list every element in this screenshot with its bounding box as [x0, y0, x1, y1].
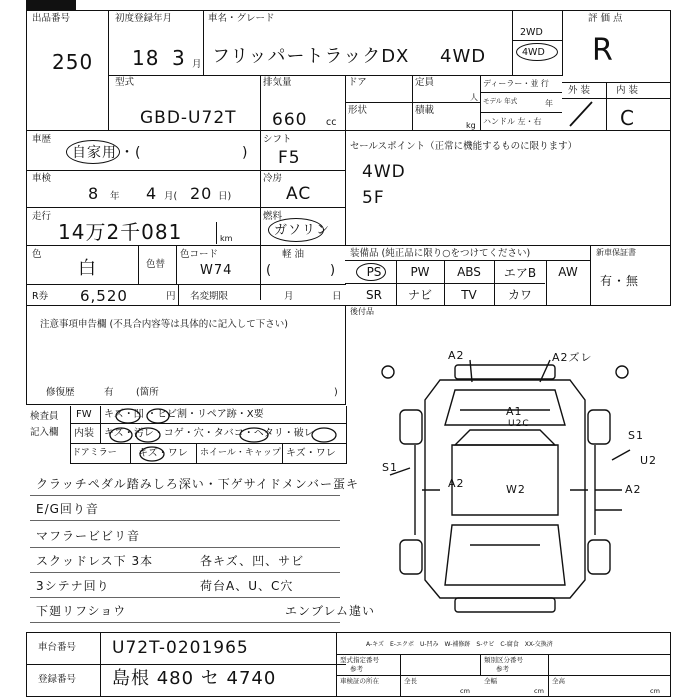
- mark-a2-right: A2: [625, 483, 642, 496]
- handwritten-note: E/G回り音: [36, 502, 99, 516]
- equipment-item: SR: [366, 287, 382, 302]
- load-label: 積載: [415, 105, 435, 116]
- repair-close: ): [334, 387, 338, 398]
- shape-label: 形状: [348, 105, 368, 116]
- repair-rest: (箇所: [136, 387, 159, 398]
- exterior-label: 外 装: [568, 85, 591, 96]
- handwritten-note: マフラービビリ音: [36, 529, 141, 543]
- check-interior-label: 内装: [74, 428, 94, 439]
- equipment-item: PW: [410, 265, 430, 279]
- fuel-label: 燃料: [263, 211, 283, 222]
- inspection-month-unit: 月(: [164, 191, 178, 202]
- sales-point-label: セールスポイント（正常に機能するものに限ります）: [350, 141, 578, 152]
- mini-row2d: 全高: [552, 677, 565, 685]
- first-reg-month-unit: 月: [192, 59, 202, 70]
- mini-sub-2: 参考: [496, 665, 509, 673]
- mileage-label: 走行: [32, 211, 52, 222]
- equipment-label: 装備品 (純正品に限り○をつけてください): [350, 248, 531, 259]
- check-mirror-b: ホイール・キャップ: [200, 448, 281, 458]
- usage-close: ): [242, 145, 249, 161]
- equipment-item: エアB: [503, 265, 537, 280]
- handwritten-note: 3シテナ回り: [36, 579, 110, 593]
- r-ticket-unit: 円: [166, 291, 176, 302]
- check-fw-items: キズ・凹 ・ヒビ割・リペア跡・X要: [104, 409, 264, 420]
- load-unit: kg: [466, 121, 476, 130]
- capacity-label: 定員: [415, 77, 435, 88]
- color-label: 色: [32, 249, 42, 260]
- check-marks-icon: [100, 406, 346, 464]
- inspection-year-unit: 年: [110, 191, 120, 202]
- type-label: 型式: [115, 77, 135, 88]
- notes-right-1: 各キズ、凹、サビ: [200, 554, 305, 568]
- after-market-label: 後付品: [350, 307, 374, 316]
- doors-label: ドア: [348, 77, 367, 88]
- mini-cm-3: cm: [650, 687, 660, 695]
- color-code: W74: [200, 263, 233, 278]
- grade-label: 評 価 点: [588, 13, 623, 24]
- displacement-value: 660: [272, 110, 308, 130]
- sales-point-line1: 4WD: [362, 162, 406, 182]
- r-ticket-label: R券: [32, 291, 49, 302]
- mileage-value: 14万2千081: [58, 220, 183, 244]
- deadline-day: 日: [332, 291, 342, 302]
- drive-4wd: 4WD: [522, 47, 545, 58]
- mini-sub-1: 参考: [350, 665, 363, 673]
- mark-a2-left: A2: [448, 477, 465, 490]
- usage-value: 自家用: [72, 145, 117, 161]
- mini-cm-2: cm: [534, 687, 544, 695]
- equipment-ps-circle: [356, 263, 386, 281]
- mini-row1b: 類別区分番号: [484, 656, 523, 664]
- check-mirror-c: キズ・ワレ: [286, 448, 336, 459]
- mark-s1-left: S1: [382, 461, 398, 474]
- lot-value: 250: [52, 50, 94, 74]
- kei-paren-open: (: [266, 263, 273, 278]
- model-year-unit: 年: [545, 99, 553, 108]
- mark-a1: A1: [506, 405, 523, 418]
- inspector-label: 検査員: [30, 411, 59, 422]
- chassis-label: 車台番号: [38, 642, 77, 653]
- model-value: フリッパートラックDX: [212, 46, 410, 67]
- handwritten-note: クラッチペダル踏みしろ深い・下ゲサイドメンバー蛋キ: [36, 477, 359, 491]
- model-label: 車名・グレード: [208, 13, 275, 24]
- drive-2wd: 2WD: [520, 27, 543, 38]
- repair-value: 有: [104, 387, 114, 398]
- notes-right-2: 荷台A、U、C穴: [200, 579, 294, 593]
- model-year-label: モデル 年式: [483, 97, 518, 105]
- notes-right-3: エンブレム違い: [285, 604, 376, 618]
- first-reg-month: 3: [172, 46, 186, 70]
- warranty-label: 新車保証書: [596, 248, 636, 257]
- equipment-item: ナビ: [407, 288, 432, 302]
- registration-deadline-label: 名変期限: [190, 291, 229, 302]
- mini-row1a: 型式指定番号: [340, 656, 379, 664]
- check-mirror-a: キズ・ワレ: [138, 448, 188, 459]
- first-reg-year: 18: [132, 46, 160, 70]
- registration-label: 登録番号: [38, 674, 77, 685]
- mark-top2: A2ズレ: [552, 351, 593, 364]
- equipment-item: カワ: [507, 288, 532, 302]
- color-value: 白: [78, 258, 97, 279]
- inspection-day-unit: 日): [218, 191, 232, 202]
- interior-label: 内 装: [616, 85, 639, 96]
- kei-label: 軽 油: [282, 249, 305, 260]
- mini-row2b: 全長: [404, 677, 417, 685]
- usage-label: 車歴: [32, 134, 52, 145]
- kei-paren-close: ): [330, 263, 337, 278]
- inspection-day: 20: [190, 184, 213, 203]
- mini-row2a: 車検証の所在: [340, 677, 379, 685]
- handle-label: ハンドル 左・右: [483, 117, 542, 126]
- inspection-month: 4: [146, 184, 158, 203]
- displacement-label: 排気量: [263, 77, 292, 88]
- ac-value: AC: [286, 184, 312, 204]
- mini-cm-1: cm: [460, 687, 470, 695]
- handwritten-note: スクッドレス下 3本: [36, 554, 154, 568]
- mark-s1-right: S1: [628, 429, 644, 442]
- equipment-item: ABS: [457, 265, 481, 279]
- warranty-value: 有・無: [600, 274, 640, 288]
- check-interior-items: キズ・汚レ・コゲ・穴・タバコ・ヘタリ・破レ: [104, 428, 314, 439]
- check-fw-label: FW: [76, 409, 92, 420]
- sales-point-line2: 5F: [362, 188, 385, 208]
- mark-top1: A2: [448, 349, 465, 362]
- mileage-unit: km: [220, 234, 233, 243]
- dealer-label: ディーラー・並 行: [483, 79, 549, 88]
- handwritten-note: 下廻リフショウ: [36, 604, 127, 618]
- registration-value: 島根 480 セ 4740: [112, 668, 277, 689]
- fuel-value: ガソリン: [274, 223, 331, 238]
- damage-legend: A-キズ E-エクボ U-凹み W-補修跡 S-サビ C-腐食 XX-交換済: [366, 641, 553, 648]
- capacity-unit: 人: [470, 93, 478, 102]
- mark-u2c: U2C: [508, 419, 530, 429]
- type-value: GBD-U72T: [140, 108, 237, 128]
- check-mirror-label: ドアミラー: [72, 448, 117, 458]
- first-reg-label: 初度登録年月: [115, 13, 173, 24]
- mark-w2: W2: [506, 483, 526, 496]
- equipment-item: TV: [461, 287, 477, 302]
- equipment-item: PS: [366, 265, 382, 279]
- color-code-label: 色コード: [180, 249, 219, 260]
- chassis-value: U72T-0201965: [112, 638, 249, 658]
- displacement-unit: cc: [326, 117, 337, 128]
- deadline-month: 月: [284, 291, 294, 302]
- lot-label: 出品番号: [32, 13, 71, 24]
- grade-value: R: [592, 33, 614, 68]
- ac-label: 冷房: [263, 173, 283, 184]
- color-change-label: 色替: [146, 259, 166, 270]
- equipment-item: AW: [558, 265, 578, 279]
- shift-value: F5: [278, 148, 301, 168]
- notes-label: 注意事項申告欄 (不具合内容等は具体的に記入して下さい): [40, 319, 288, 330]
- repair-label: 修復歴: [46, 387, 75, 398]
- inspection-label: 車検: [32, 173, 52, 184]
- model-drive: 4WD: [440, 46, 487, 67]
- interior-value: C: [620, 106, 635, 130]
- shift-label: シフト: [263, 134, 292, 145]
- mark-u2-right: U2: [640, 454, 658, 467]
- inspection-year: 8: [88, 184, 100, 203]
- exterior-slash-icon: [562, 98, 606, 130]
- usage-rest: ・(: [120, 145, 142, 161]
- r-ticket-value: 6,520: [80, 287, 128, 305]
- recorder-label: 記入欄: [30, 427, 59, 438]
- mini-row2c: 全幅: [484, 677, 497, 685]
